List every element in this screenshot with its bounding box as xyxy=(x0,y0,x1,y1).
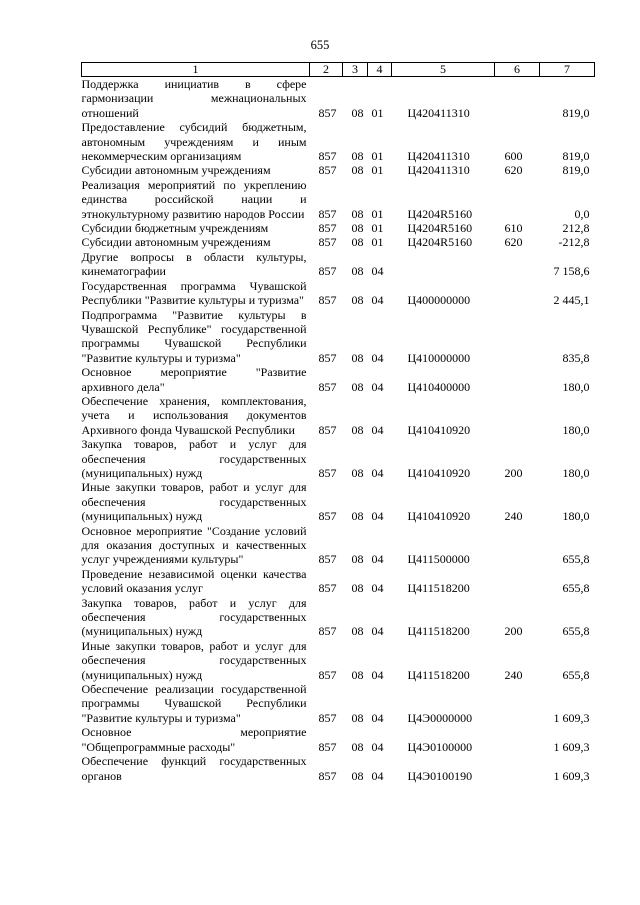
budget-table xyxy=(81,62,595,783)
row-name: Обеспечение функций государственных органов xyxy=(81,754,307,783)
row-subsection: 04 xyxy=(371,552,384,567)
row-amount: 819,0 xyxy=(562,105,590,120)
row-admin-code: 857 xyxy=(318,465,337,480)
row-subsection: 04 xyxy=(371,293,384,308)
row-name: Предоставление субсидий бюджетным, автономным учреждениям и иным некоммерческим организациям xyxy=(81,120,307,164)
row-subsection: 04 xyxy=(371,379,384,394)
row-section: 08 xyxy=(351,379,364,394)
row-expense-type xyxy=(495,77,540,121)
row-section: 08 xyxy=(351,552,364,567)
row-subsection: 04 xyxy=(371,422,384,437)
row-target-article: Ц411500000 xyxy=(407,552,470,567)
row-target-article: Ц410400000 xyxy=(407,379,471,394)
row-admin-code: 857 xyxy=(318,667,337,682)
row-expense-type: 240 xyxy=(504,667,523,682)
row-subsection: 04 xyxy=(371,667,384,682)
row-subsection: 01 xyxy=(371,235,384,250)
row-name: Основное мероприятие "Создание условий для оказания доступных и качественных услуг учреждениями культуры" xyxy=(81,523,307,567)
row-amount: 180,0 xyxy=(562,465,590,480)
table-row xyxy=(82,163,595,177)
row-expense-type xyxy=(495,524,540,567)
table-body xyxy=(82,77,595,783)
row-target-article: Ц411518200 xyxy=(407,624,470,639)
row-target-article: Ц4204R5160 xyxy=(407,235,473,250)
row-target-article: Ц410410920 xyxy=(407,422,471,437)
row-amount: 819,0 xyxy=(562,149,590,164)
row-admin-code: 857 xyxy=(318,149,337,164)
table-row xyxy=(82,178,595,221)
row-expense-type xyxy=(495,725,540,754)
row-section: 08 xyxy=(351,739,364,754)
table-row xyxy=(82,754,595,783)
row-subsection: 04 xyxy=(371,350,384,365)
header-col-4: 4 xyxy=(368,63,392,77)
row-section: 08 xyxy=(351,624,364,639)
row-admin-code: 857 xyxy=(318,350,337,365)
header-col-3: 3 xyxy=(343,63,368,77)
table-row xyxy=(82,394,595,437)
row-name: Поддержка инициатив в сфере гармонизации межнациональных отношений xyxy=(81,77,307,120)
row-name: Обеспечение реализации государственной программы Чувашской Республики "Развитие культуры и туризма" xyxy=(81,682,307,725)
row-name: Закупка товаров, работ и услуг для обеспечения государственных (муниципальных) нужд xyxy=(81,437,307,480)
row-section: 08 xyxy=(351,422,364,437)
row-section: 08 xyxy=(351,667,364,682)
table-row xyxy=(82,725,595,754)
row-name: Субсидии автономным учреждениям xyxy=(81,163,271,178)
row-target-article: Ц4Э0100190 xyxy=(407,768,473,783)
row-expense-type xyxy=(495,250,540,279)
row-amount: -212,8 xyxy=(558,235,590,250)
row-expense-type: 200 xyxy=(504,624,523,639)
row-subsection: 04 xyxy=(371,509,384,524)
table-row xyxy=(82,77,595,121)
row-subsection: 04 xyxy=(371,739,384,754)
row-target-article: Ц410000000 xyxy=(407,350,471,365)
row-section: 08 xyxy=(351,206,364,221)
header-col-5: 5 xyxy=(392,63,495,77)
table-header xyxy=(82,63,595,77)
row-expense-type: 620 xyxy=(504,235,523,250)
table-row xyxy=(82,480,595,523)
row-amount: 655,8 xyxy=(562,552,590,567)
table-row xyxy=(82,221,595,235)
row-subsection: 01 xyxy=(371,105,384,120)
row-subsection: 04 xyxy=(371,768,384,783)
row-target-article: Ц400000000 xyxy=(407,293,471,308)
row-admin-code: 857 xyxy=(318,710,337,725)
row-name: Субсидии автономным учреждениям xyxy=(81,235,271,250)
row-subsection: 01 xyxy=(371,206,384,221)
row-expense-type xyxy=(495,567,540,596)
row-name: Государственная программа Чувашской Республики "Развитие культуры и туризма" xyxy=(81,278,307,308)
row-section: 08 xyxy=(351,465,364,480)
row-subsection: 04 xyxy=(371,465,384,480)
row-admin-code: 857 xyxy=(318,422,337,437)
row-name: Закупка товаров, работ и услуг для обеспечения государственных (муниципальных) нужд xyxy=(81,595,307,639)
row-amount: 1 609,3 xyxy=(553,768,590,783)
row-name: Иные закупки товаров, работ и услуг для обеспечения государственных (муниципальных) нужд xyxy=(81,638,307,682)
table-row xyxy=(82,120,595,163)
row-amount: 0,0 xyxy=(574,206,590,221)
row-target-article: Ц420411310 xyxy=(407,163,470,178)
row-section: 08 xyxy=(351,768,364,783)
row-expense-type xyxy=(495,754,540,783)
row-amount: 180,0 xyxy=(562,422,590,437)
row-expense-type: 200 xyxy=(504,465,523,480)
row-target-article: Ц4204R5160 xyxy=(407,206,473,221)
row-admin-code: 857 xyxy=(318,509,337,524)
row-section: 08 xyxy=(351,710,364,725)
row-amount: 655,8 xyxy=(562,581,590,596)
row-admin-code: 857 xyxy=(318,264,337,279)
row-name: Реализация мероприятий по укреплению единства российской нации и этнокультурному развитию народов России xyxy=(81,177,307,221)
row-subsection: 01 xyxy=(371,163,384,178)
row-expense-type xyxy=(495,178,540,221)
row-target-article: Ц4Э0100000 xyxy=(407,739,473,754)
row-name: Другие вопросы в области культуры, кинематографии xyxy=(81,249,307,279)
row-amount: 819,0 xyxy=(562,163,590,178)
row-subsection: 04 xyxy=(371,624,384,639)
table-row xyxy=(82,596,595,639)
row-section: 08 xyxy=(351,163,364,178)
row-subsection: 04 xyxy=(371,264,384,279)
row-section: 08 xyxy=(351,149,364,164)
row-expense-type xyxy=(495,682,540,725)
row-target-article: Ц411518200 xyxy=(407,667,470,682)
row-section: 08 xyxy=(351,221,364,236)
row-admin-code: 857 xyxy=(318,624,337,639)
row-admin-code: 857 xyxy=(318,221,337,236)
row-section: 08 xyxy=(351,293,364,308)
row-admin-code: 857 xyxy=(318,235,337,250)
row-amount: 2 445,1 xyxy=(553,293,590,308)
row-section: 08 xyxy=(351,509,364,524)
table-row xyxy=(82,437,595,480)
row-admin-code: 857 xyxy=(318,768,337,783)
table-row xyxy=(82,567,595,596)
row-target-article: Ц4204R5160 xyxy=(407,221,473,236)
row-target-article: Ц411518200 xyxy=(407,581,470,596)
row-name: Субсидии бюджетным учреждениям xyxy=(81,221,269,236)
table-row xyxy=(82,524,595,567)
row-expense-type xyxy=(495,279,540,308)
row-expense-type: 610 xyxy=(504,221,523,236)
header-col-1: 1 xyxy=(82,63,310,77)
row-expense-type: 620 xyxy=(504,163,523,178)
row-name: Иные закупки товаров, работ и услуг для обеспечения государственных (муниципальных) нужд xyxy=(81,480,307,524)
row-expense-type xyxy=(495,394,540,437)
row-expense-type xyxy=(495,365,540,394)
row-amount: 655,8 xyxy=(562,667,590,682)
row-name: Подпрограмма "Развитие культуры в Чувашской Республике" государственной программы Чувашской Республики "Развитие культуры и туризма" xyxy=(81,307,307,365)
row-subsection: 01 xyxy=(371,149,384,164)
table-row xyxy=(82,639,595,682)
row-admin-code: 857 xyxy=(318,206,337,221)
row-amount: 655,8 xyxy=(562,624,590,639)
page-number: 655 xyxy=(310,38,330,52)
table-row xyxy=(82,308,595,366)
row-admin-code: 857 xyxy=(318,552,337,567)
row-expense-type: 600 xyxy=(504,149,523,164)
row-name: Основное мероприятие "Развитие архивного дела" xyxy=(81,365,307,394)
row-amount: 7 158,6 xyxy=(553,264,590,279)
row-target-article: Ц420411310 xyxy=(407,149,470,164)
row-name: Обеспечение хранения, комплектования, учета и использования документов Архивного фонда Чувашской Республики xyxy=(81,393,307,437)
row-section: 08 xyxy=(351,264,364,279)
table-row xyxy=(82,279,595,308)
table-row xyxy=(82,235,595,249)
header-col-2: 2 xyxy=(310,63,343,77)
row-target-article: Ц410410920 xyxy=(407,509,471,524)
row-subsection: 04 xyxy=(371,710,384,725)
row-admin-code: 857 xyxy=(318,105,337,120)
row-admin-code: 857 xyxy=(318,739,337,754)
table-row xyxy=(82,682,595,725)
row-amount: 180,0 xyxy=(562,379,590,394)
row-target-article: Ц4Э0000000 xyxy=(407,710,473,725)
row-amount: 835,8 xyxy=(562,350,590,365)
row-section: 08 xyxy=(351,105,364,120)
table-row xyxy=(82,250,595,279)
row-subsection: 01 xyxy=(371,221,384,236)
row-subsection: 04 xyxy=(371,581,384,596)
row-section: 08 xyxy=(351,235,364,250)
row-section: 08 xyxy=(351,581,364,596)
row-amount: 212,8 xyxy=(562,221,590,236)
row-admin-code: 857 xyxy=(318,293,337,308)
row-name: Проведение независимой оценки качества условий оказания услуг xyxy=(81,566,307,596)
row-amount: 1 609,3 xyxy=(553,739,590,754)
row-expense-type: 240 xyxy=(504,509,523,524)
row-section: 08 xyxy=(351,350,364,365)
row-target-article xyxy=(392,250,495,279)
row-expense-type xyxy=(495,308,540,366)
header-col-7: 7 xyxy=(540,63,595,77)
row-amount: 1 609,3 xyxy=(553,710,590,725)
row-admin-code: 857 xyxy=(318,163,337,178)
row-admin-code: 857 xyxy=(318,379,337,394)
row-target-article: Ц420411310 xyxy=(407,105,470,120)
row-admin-code: 857 xyxy=(318,581,337,596)
table-row xyxy=(82,365,595,394)
row-amount: 180,0 xyxy=(562,509,590,524)
header-col-6: 6 xyxy=(495,63,540,77)
row-target-article: Ц410410920 xyxy=(407,465,471,480)
row-name: Основное мероприятие "Общепрограммные расходы" xyxy=(81,725,307,754)
